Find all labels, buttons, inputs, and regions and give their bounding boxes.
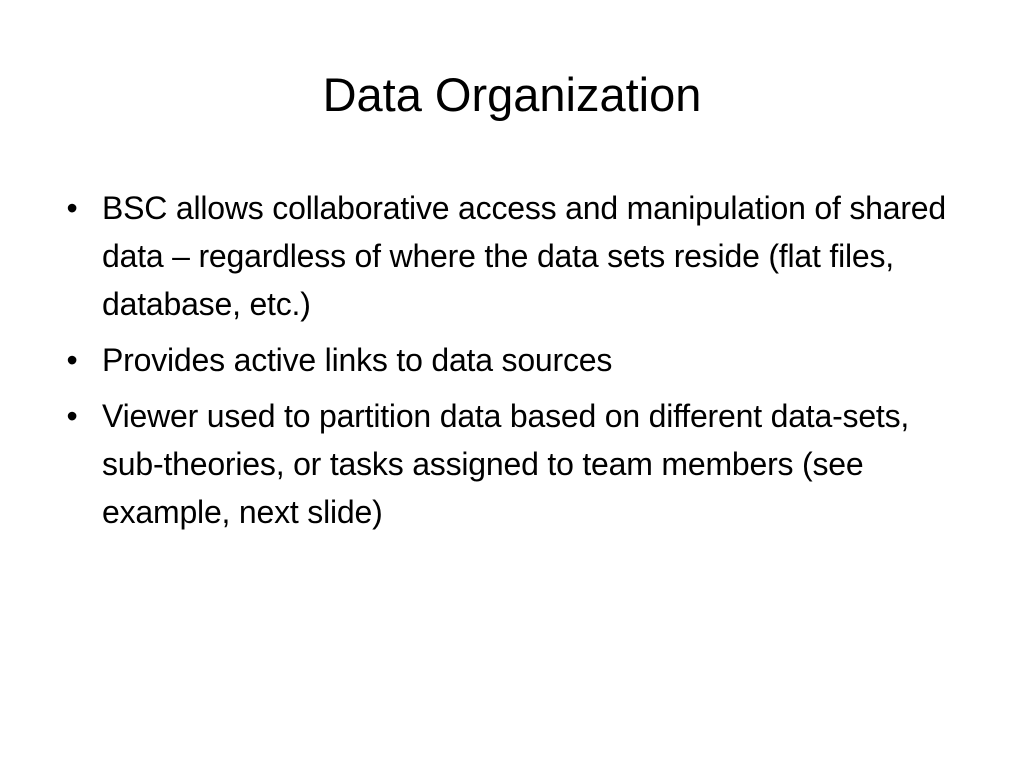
bullet-dot-icon: • [66,342,78,378]
bullet-list [60,184,970,544]
slide-title: Data Organization [322,68,702,121]
bullet-item [60,392,970,536]
bullet-item [60,184,970,328]
bullet-dot-icon: • [66,398,78,434]
bullet-text: BSC allows collaborative access and manipulation of shared data – regardless of where the data sets reside (flat files, database, etc.) [102,190,946,322]
bullet-item [60,336,970,384]
bullet-text: Provides active links to data sources [102,342,613,378]
bullet-text: Viewer used to partition data based on different data-sets, sub-theories, or tasks assigned to team members (see example, next slide) [102,398,910,530]
bullet-dot-icon: • [66,190,78,226]
